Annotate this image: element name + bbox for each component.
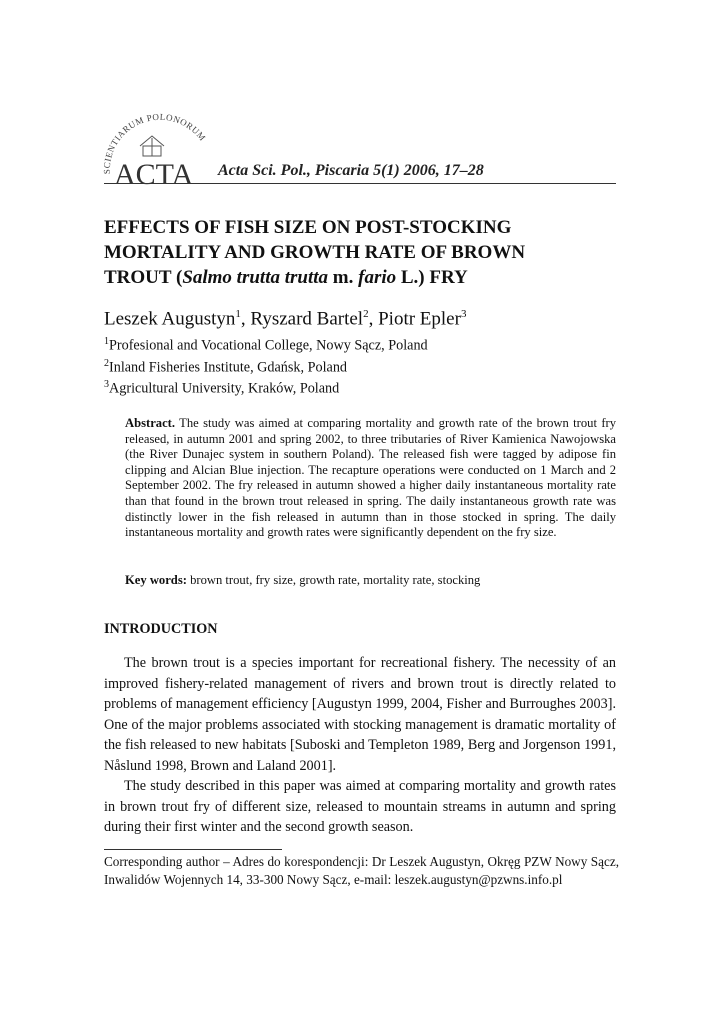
author-separator: , (240, 308, 251, 330)
book-emblem-icon (140, 136, 164, 156)
affiliation-item (104, 355, 624, 377)
introduction-paragraph: The brown trout is a species important for recreational fishery. The necessity of an improved fishery-related management of rivers and brown trout is directly related to problems of management efficiency [Augustyn 1999, 2004, Fisher and Burroughes 2003]. One of the major problems associated with stocking management is dramatic mortality of the fish released to new habitats [Suboski and Templeton 1989, Berg and Jorgenson 1991, Nåslund 1998, Brown and Laland 2001]. (104, 655, 616, 774)
journal-citation: Acta Sci. Pol., Piscaria 5(1) 2006, 17–28 (218, 162, 484, 179)
abstract-label: Abstract. (125, 416, 176, 430)
author-affiliation-mark: 2 (363, 308, 369, 320)
keywords-text: brown trout, fry size, growth rate, mortality rate, stocking (190, 573, 481, 587)
title-form-name: fario (358, 267, 397, 288)
title-text: TROUT ( (104, 267, 183, 288)
logo-arc-text: SCIENTIARUM POLONORUM (101, 111, 208, 175)
introduction-paragraph: The study described in this paper was aimed at comparing mortality and growth rates in brown trout fry of different size, released to mountain streams in autumn and spring during their first winter and the second growth season. (104, 778, 616, 835)
affiliation-number: 3 (104, 379, 109, 391)
affiliation-item (104, 376, 624, 398)
title-line (104, 265, 624, 290)
author-list (104, 302, 624, 331)
acta-logo-graphic (100, 108, 218, 188)
title-line: EFFECTS OF FISH SIZE ON POST-STOCKING (104, 217, 512, 238)
title-species-name: Salmo trutta trutta (182, 267, 329, 288)
affiliation-item (104, 333, 624, 355)
affiliation-number: 1 (104, 336, 109, 347)
title-line: MORTALITY AND GROWTH RATE OF BROWN (104, 242, 526, 263)
keywords (125, 573, 616, 589)
corresponding-author-footnote: Corresponding author – Adres do korespondencji: Dr Leszek Augustyn, Okręg PZW Nowy Sącz, Inwalidów Wojennych 14, 33-300 Nowy Sącz, e-mail: leszek.augustyn@pzwns.info.pl (104, 854, 619, 887)
abstract (125, 416, 616, 541)
affiliation-text: Agricultural University, Kraków, Poland (109, 381, 340, 398)
title-text: m. (328, 267, 359, 288)
affiliation-text: Inland Fisheries Institute, Gdańsk, Poland (109, 359, 348, 376)
author-affiliation-mark: 3 (460, 308, 467, 320)
keywords-label: Key words: (125, 573, 187, 587)
title-text: L.) FRY (396, 267, 468, 288)
author-name: Ryszard Bartel (250, 308, 364, 330)
logo-main-text: ACTA (114, 158, 194, 188)
header-divider (104, 183, 616, 184)
author-name: Piotr Epler (378, 308, 461, 330)
footnote-divider (104, 849, 282, 850)
paper-title (104, 215, 624, 290)
section-heading-introduction: INTRODUCTION (104, 621, 218, 637)
journal-logo (100, 108, 218, 188)
introduction-body (104, 653, 616, 838)
affiliation-number: 2 (104, 357, 109, 369)
author-name: Leszek Augustyn (104, 308, 236, 330)
author-separator: , (368, 308, 379, 330)
affiliation-text: Profesional and Vocational College, Nowy Sącz, Poland (109, 337, 428, 354)
author-affiliation-mark: 1 (235, 308, 241, 320)
affiliation-list (104, 333, 624, 398)
abstract-text: The study was aimed at comparing mortality and growth rate of the brown trout fry released, in autumn 2001 and spring 2002, to three tributaries of River Kamienica Nawojowska (the River Dunajec system in southern Poland). The released fish were tagged by adipose fin clipping and Alcian Blue injection. The recapture operations were conducted on 1 March and 2 September 2002. The fry released in autumn showed a higher daily instantaneous mortality rate than that found in the brown trout released in spring. The daily instantaneous growth rate was distinctly lower in the fish released in autumn than in those stocked in spring. The daily instantaneous mortality and growth rates were significantly dependent on the fry size. (125, 416, 616, 540)
